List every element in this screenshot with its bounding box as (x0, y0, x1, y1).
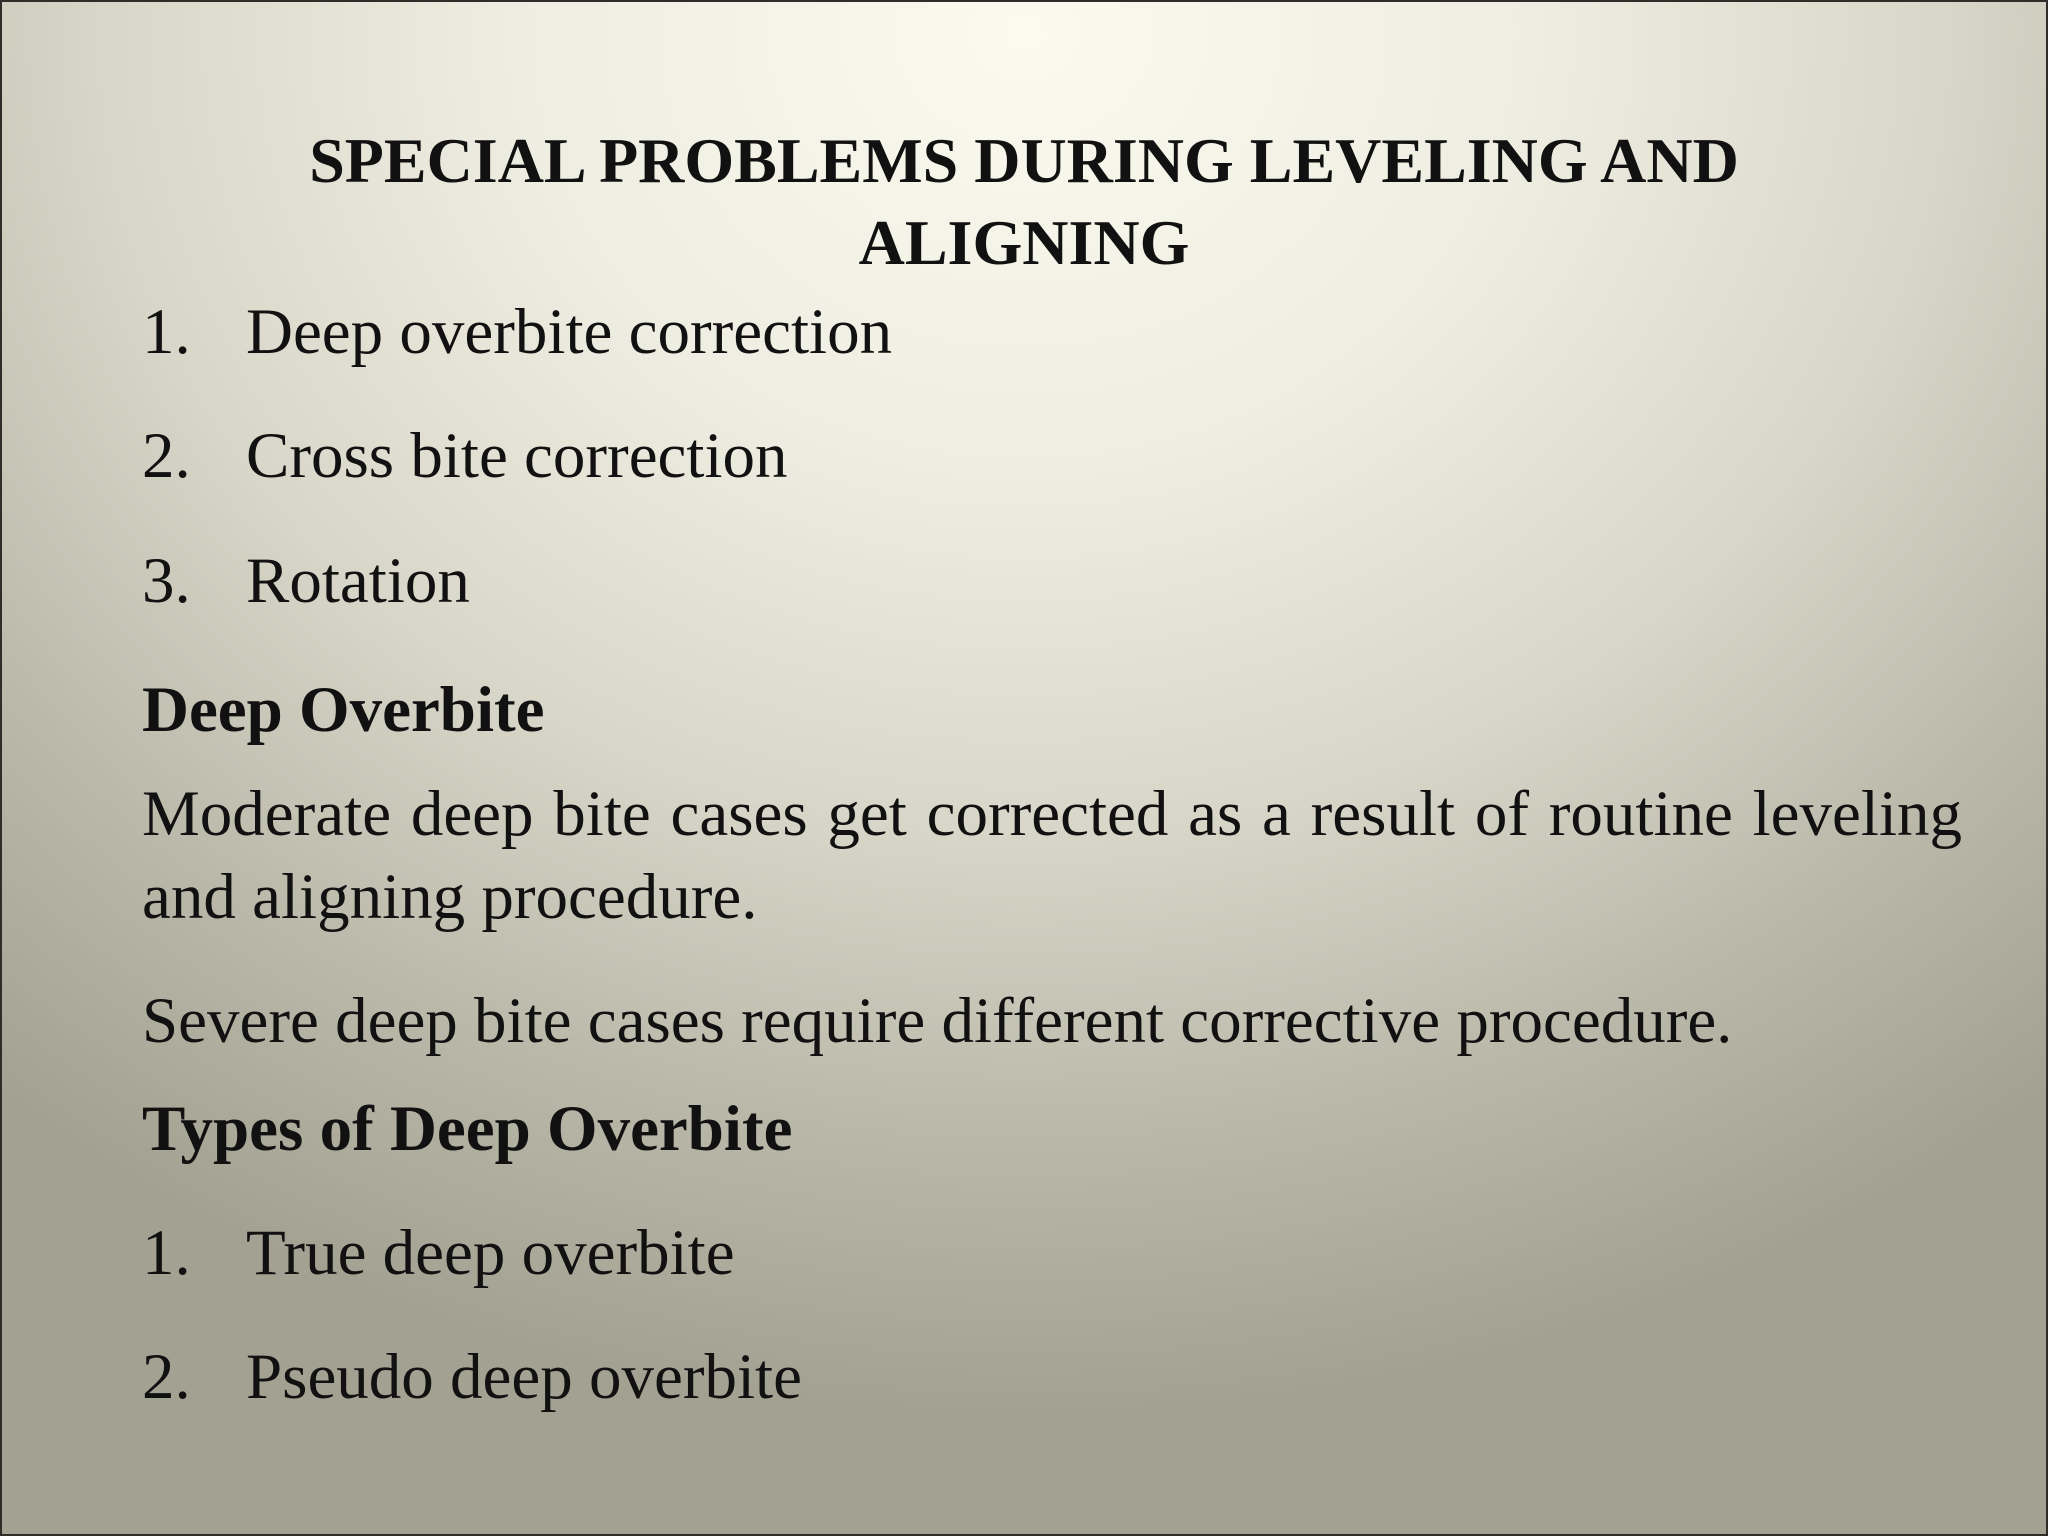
list-item (142, 1337, 802, 1417)
list-item (142, 416, 788, 496)
item-text: Rotation (246, 545, 470, 617)
list-item (142, 292, 892, 372)
moderate-deep-bite-paragraph: Moderate deep bite cases get corrected as a result of routine leveling and aligning procedure. (142, 778, 1962, 933)
list-item (142, 541, 470, 621)
item-number: 2. (142, 420, 191, 492)
item-number: 3. (142, 545, 191, 617)
deep-overbite-heading: Deep Overbite (142, 674, 545, 746)
item-text: Pseudo deep overbite (246, 1341, 802, 1413)
item-text: Deep overbite correction (246, 296, 893, 368)
item-number: 1. (142, 296, 191, 368)
severe-deep-bite-paragraph: Severe deep bite cases require different corrective procedure. (142, 985, 1733, 1057)
item-text: Cross bite correction (246, 420, 788, 492)
item-number: 1. (142, 1217, 191, 1289)
list-item (142, 1213, 735, 1293)
item-text: True deep overbite (246, 1217, 735, 1289)
slide-title: SPECIAL PROBLEMS DURING LEVELING AND ALIGNING (309, 125, 1739, 278)
item-number: 2. (142, 1341, 191, 1413)
types-heading: Types of Deep Overbite (142, 1093, 793, 1165)
